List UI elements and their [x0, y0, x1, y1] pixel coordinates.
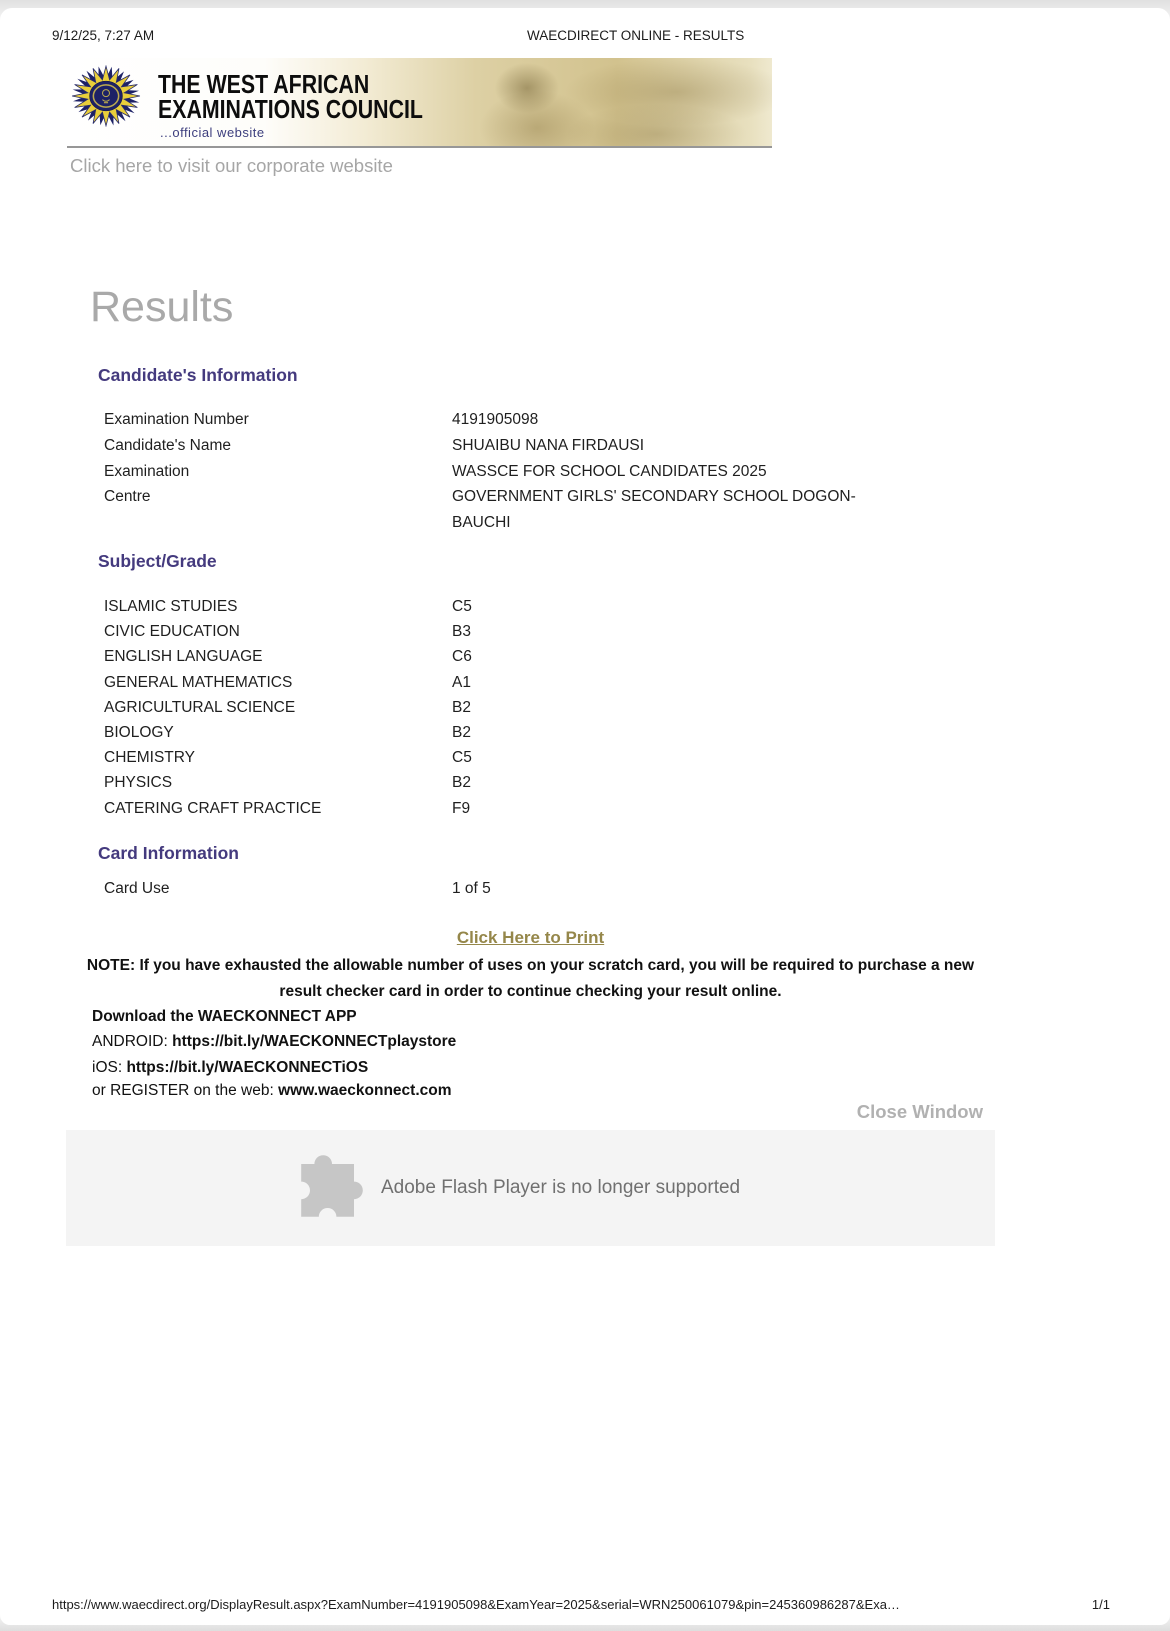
- android-label: ANDROID:: [92, 1033, 168, 1051]
- info-value: SHUAIBU NANA FIRDAUSI: [452, 436, 645, 454]
- banner-tagline: ...official website: [160, 125, 265, 140]
- app-promo-heading: Download the WAECKONNECT APP: [92, 1008, 357, 1025]
- ios-label: iOS:: [92, 1058, 123, 1076]
- close-window-link[interactable]: Close Window: [856, 1101, 983, 1122]
- note-text: If you have exhausted the allowable number of uses on your scratch card, you will be required to purchase a new result checker card in order to continue checking your result online.: [139, 957, 975, 1000]
- candidate-info-heading: Candidate's Information: [98, 365, 298, 385]
- info-label: Centre: [104, 488, 151, 506]
- print-footer-page-indicator: 1/1: [1091, 1597, 1110, 1612]
- subject-name: CATERING CRAFT PRACTICE: [104, 799, 322, 817]
- app-promo-block: [92, 1004, 456, 1080]
- print-link-wrap: [66, 928, 995, 948]
- info-label: Candidate's Name: [104, 436, 232, 454]
- subject-name: CIVIC EDUCATION: [104, 623, 240, 641]
- note-label: NOTE:: [86, 957, 136, 974]
- puzzle-piece-icon: [288, 1142, 376, 1230]
- waec-banner: [67, 58, 772, 148]
- card-row: [104, 876, 1044, 902]
- subject-row: [104, 594, 1044, 619]
- subject-name: ISLAMIC STUDIES: [104, 598, 238, 615]
- subject-grade: C5: [452, 598, 472, 615]
- info-value: 4191905098: [452, 411, 539, 428]
- ios-url: https://bit.ly/WAECKONNECTiOS: [126, 1058, 369, 1076]
- subject-name: CHEMISTRY: [104, 749, 196, 767]
- flash-unsupported-text: Adobe Flash Player is no longer supported: [381, 1177, 741, 1198]
- waec-logo-icon: [70, 65, 142, 127]
- print-header-datetime: 9/12/25, 7:27 AM: [52, 28, 155, 43]
- subject-grade: B2: [452, 724, 471, 742]
- org-name-line2: EXAMINATIONS COUNCIL: [158, 94, 423, 124]
- note-paragraph: [66, 953, 995, 1004]
- subject-name: BIOLOGY: [104, 724, 174, 742]
- subject-grade: C5: [452, 749, 472, 767]
- subject-row: [104, 720, 1044, 745]
- page-title: Results: [90, 283, 234, 331]
- subject-name: PHYSICS: [104, 774, 173, 792]
- flash-placeholder-panel: [66, 1130, 995, 1246]
- android-url: https://bit.ly/WAECKONNECTplaystore: [172, 1033, 457, 1051]
- print-header-title: WAECDIRECT ONLINE - RESULTS: [527, 28, 745, 43]
- subject-name: AGRICULTURAL SCIENCE: [104, 698, 296, 716]
- subject-grade-heading: Subject/Grade: [98, 551, 217, 571]
- subject-grade: B2: [452, 774, 471, 792]
- info-value: WASSCE FOR SCHOOL CANDIDATES 2025: [452, 462, 767, 480]
- subject-grade: A1: [452, 673, 471, 691]
- card-info-heading: Card Information: [98, 843, 239, 863]
- subject-row: [104, 619, 1044, 644]
- subject-row: [104, 796, 1044, 821]
- card-label: Card Use: [104, 880, 170, 897]
- subject-row: [104, 670, 1044, 695]
- subject-grade-rows: [104, 594, 1044, 821]
- info-row: [104, 433, 1044, 459]
- subject-name: GENERAL MATHEMATICS: [104, 673, 293, 691]
- register-url: www.waeckonnect.com: [278, 1082, 452, 1099]
- info-label: Examination Number: [104, 411, 249, 428]
- subject-name: ENGLISH LANGUAGE: [104, 648, 263, 666]
- info-row: [104, 459, 1044, 485]
- candidate-info-rows: [104, 407, 1044, 536]
- register-line: [92, 1082, 452, 1100]
- subject-row: [104, 644, 1044, 669]
- info-value: GOVERNMENT GIRLS' SECONDARY SCHOOL DOGON-BAUCHI: [452, 488, 856, 532]
- subject-grade: B2: [452, 698, 471, 716]
- android-line: [92, 1029, 456, 1054]
- subject-row: [104, 695, 1044, 720]
- info-label: Examination: [104, 462, 190, 480]
- subject-row: [104, 770, 1044, 795]
- subject-grade: B3: [452, 623, 471, 641]
- print-footer-url: https://www.waecdirect.org/DisplayResult.aspx?ExamNumber=4191905098&ExamYear=2025&serial=WRN250061079&pin=245360986287&Exa…: [52, 1597, 900, 1612]
- register-label: or REGISTER on the web:: [92, 1082, 274, 1099]
- card-value: 1 of 5: [452, 880, 491, 897]
- subject-grade: C6: [452, 648, 472, 666]
- corporate-website-link[interactable]: Click here to visit our corporate website: [70, 155, 393, 176]
- ios-line: [92, 1055, 456, 1080]
- org-name: [158, 69, 423, 124]
- info-row: [104, 484, 1044, 536]
- card-info-rows: [104, 876, 1044, 902]
- org-name-line1: THE WEST AFRICAN: [158, 69, 370, 99]
- click-here-to-print-link[interactable]: Click Here to Print: [456, 928, 605, 947]
- subject-grade: F9: [452, 799, 471, 817]
- info-row: [104, 407, 1044, 433]
- subject-row: [104, 745, 1044, 770]
